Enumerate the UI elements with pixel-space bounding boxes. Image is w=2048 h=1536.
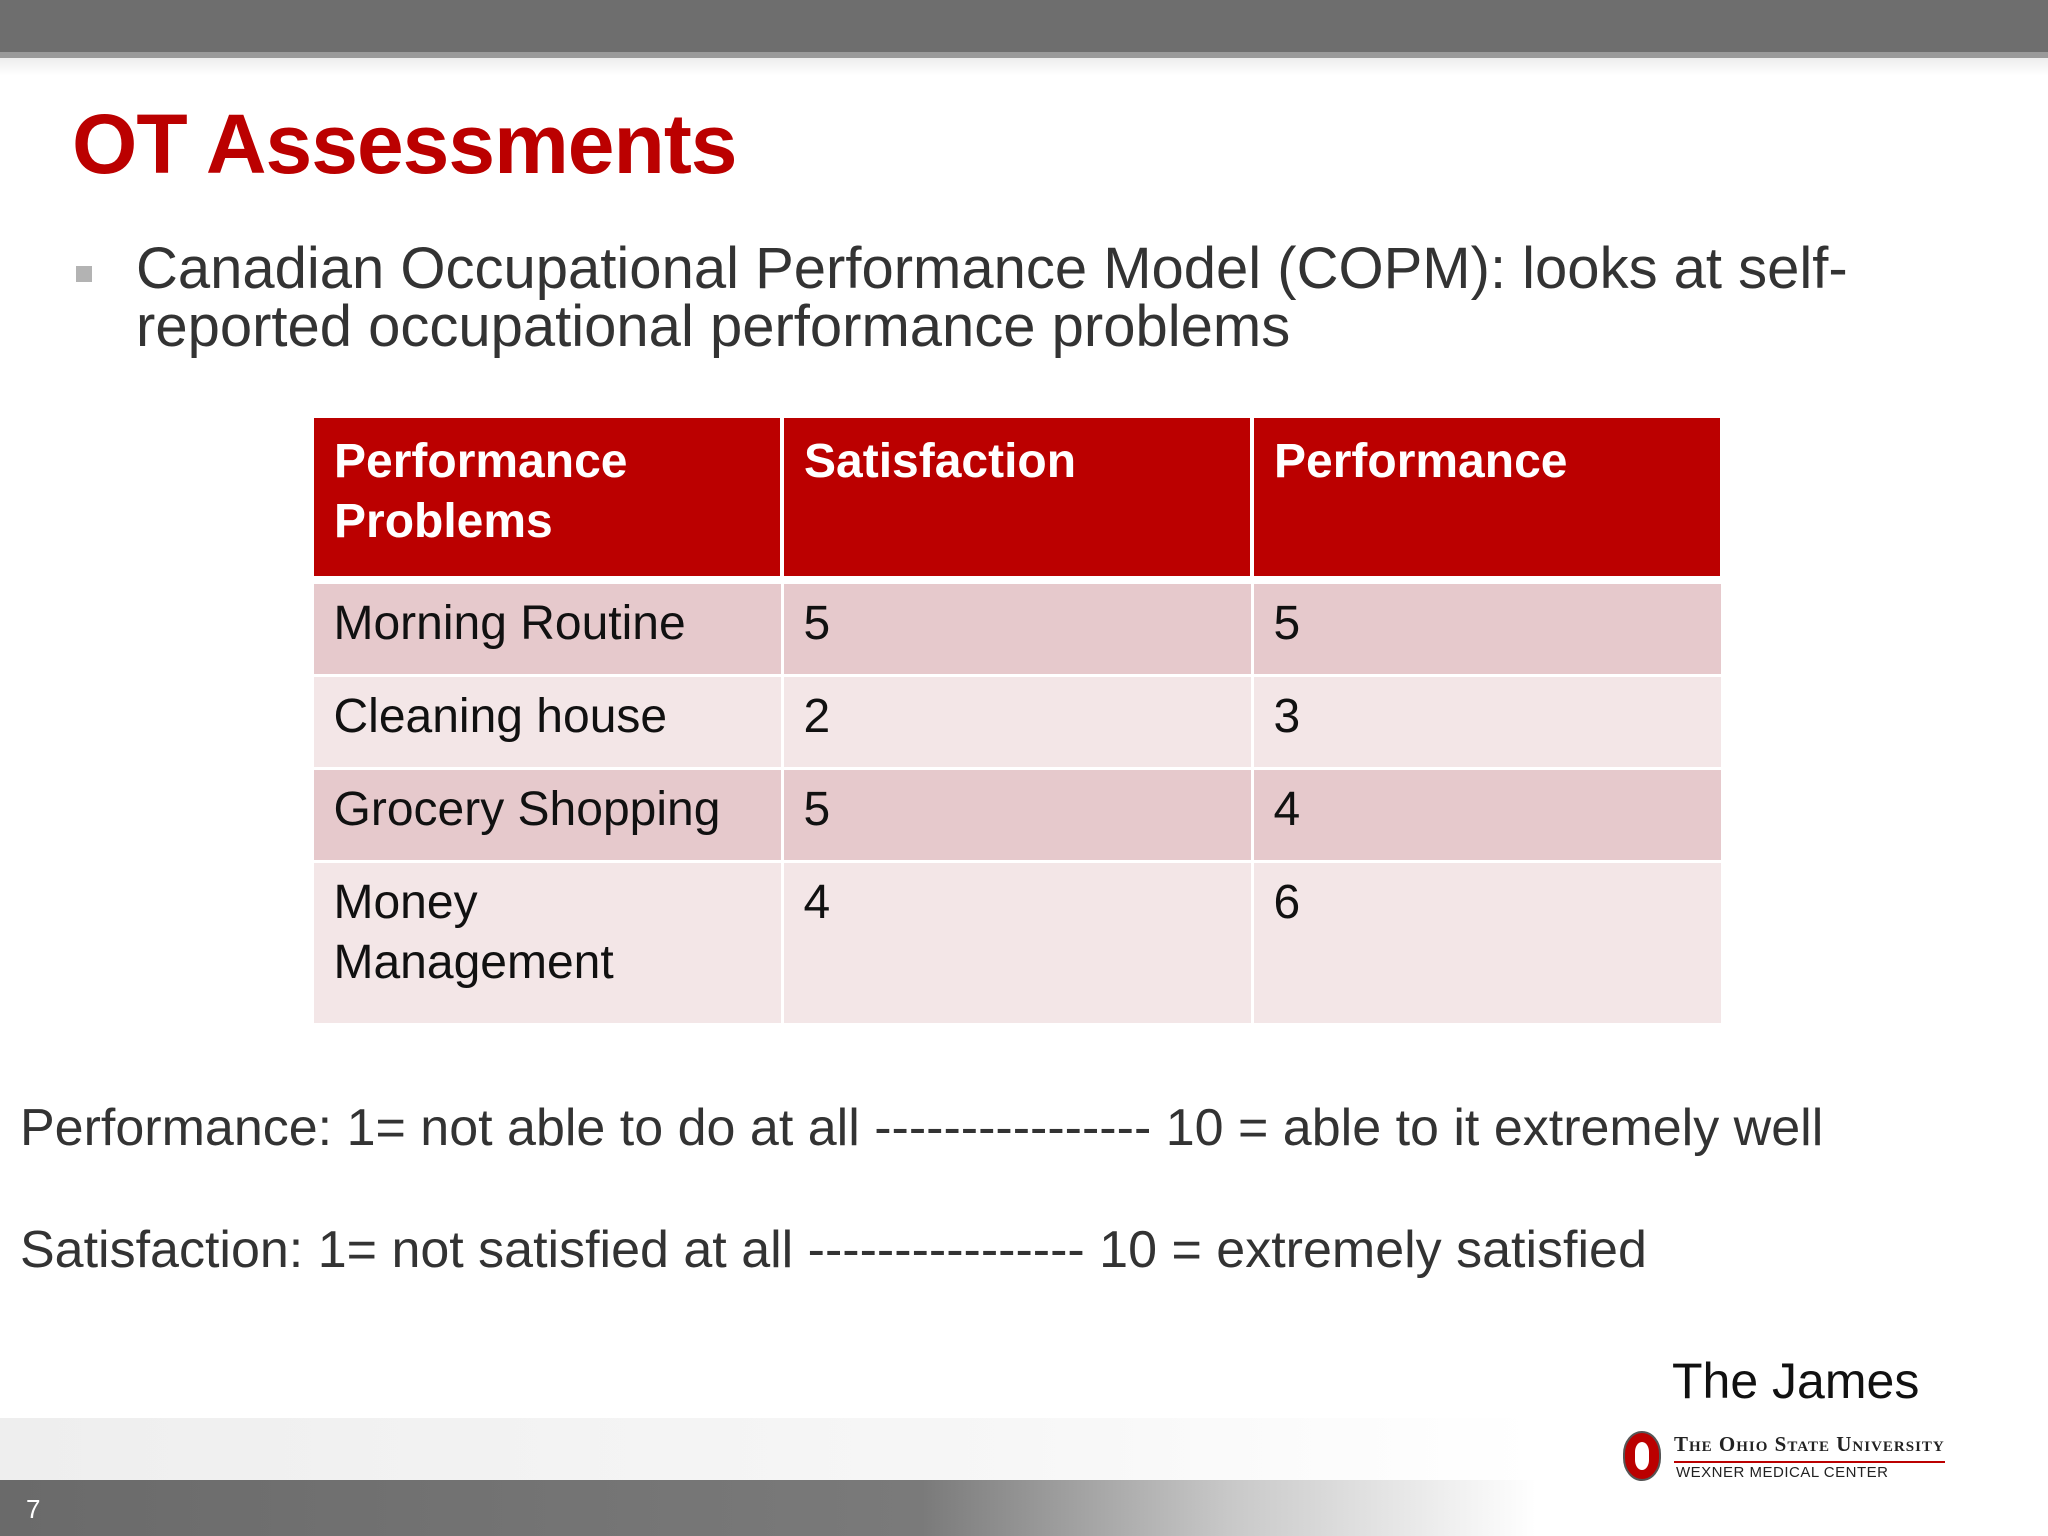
table-row	[312, 676, 1722, 769]
cell-performance: 4	[1252, 769, 1722, 862]
cell-performance: 3	[1252, 676, 1722, 769]
footer-bar	[0, 1480, 2048, 1536]
copm-table	[310, 418, 1724, 1026]
slide-number: 7	[26, 1494, 41, 1524]
cell-performance: 5	[1252, 580, 1722, 676]
table-header-row	[312, 418, 1722, 580]
slide-title: OT Assessments	[72, 97, 737, 191]
cell-problem: Cleaning house	[312, 676, 782, 769]
cell-satisfaction: 5	[782, 580, 1252, 676]
cell-problem: Money Management	[312, 862, 782, 1025]
top-banner	[0, 0, 2048, 52]
bullet-text: Canadian Occupational Performance Model (COPM): looks at self-reported occupational performance problems	[136, 236, 1848, 359]
cell-satisfaction: 4	[782, 862, 1252, 1025]
satisfaction-scale-legend: Satisfaction: 1= not satisfied at all ---------------- 10 = extremely satisfied	[20, 1221, 1647, 1279]
brand-name: The James	[1672, 1353, 1920, 1409]
header-satisfaction: Satisfaction	[782, 418, 1252, 580]
performance-scale-legend: Performance: 1= not able to do at all ---------------- 10 = able to it extremely well	[20, 1099, 1824, 1157]
block-o-logo-icon	[1622, 1430, 1662, 1482]
cell-satisfaction: 5	[782, 769, 1252, 862]
header-performance: Performance	[1252, 418, 1722, 580]
university-name: The Ohio State University	[1674, 1432, 1945, 1463]
cell-problem: Grocery Shopping	[312, 769, 782, 862]
medical-center-name: WEXNER MEDICAL CENTER	[1676, 1464, 1889, 1481]
table-row	[312, 580, 1722, 676]
bullet-square-icon	[76, 266, 92, 282]
cell-satisfaction: 2	[782, 676, 1252, 769]
header-performance-problems: Performance Problems	[312, 418, 782, 580]
top-banner-fade	[0, 58, 2048, 76]
cell-performance: 6	[1252, 862, 1722, 1025]
table-row	[312, 769, 1722, 862]
cell-problem: Morning Routine	[312, 580, 782, 676]
table-row	[312, 862, 1722, 1025]
